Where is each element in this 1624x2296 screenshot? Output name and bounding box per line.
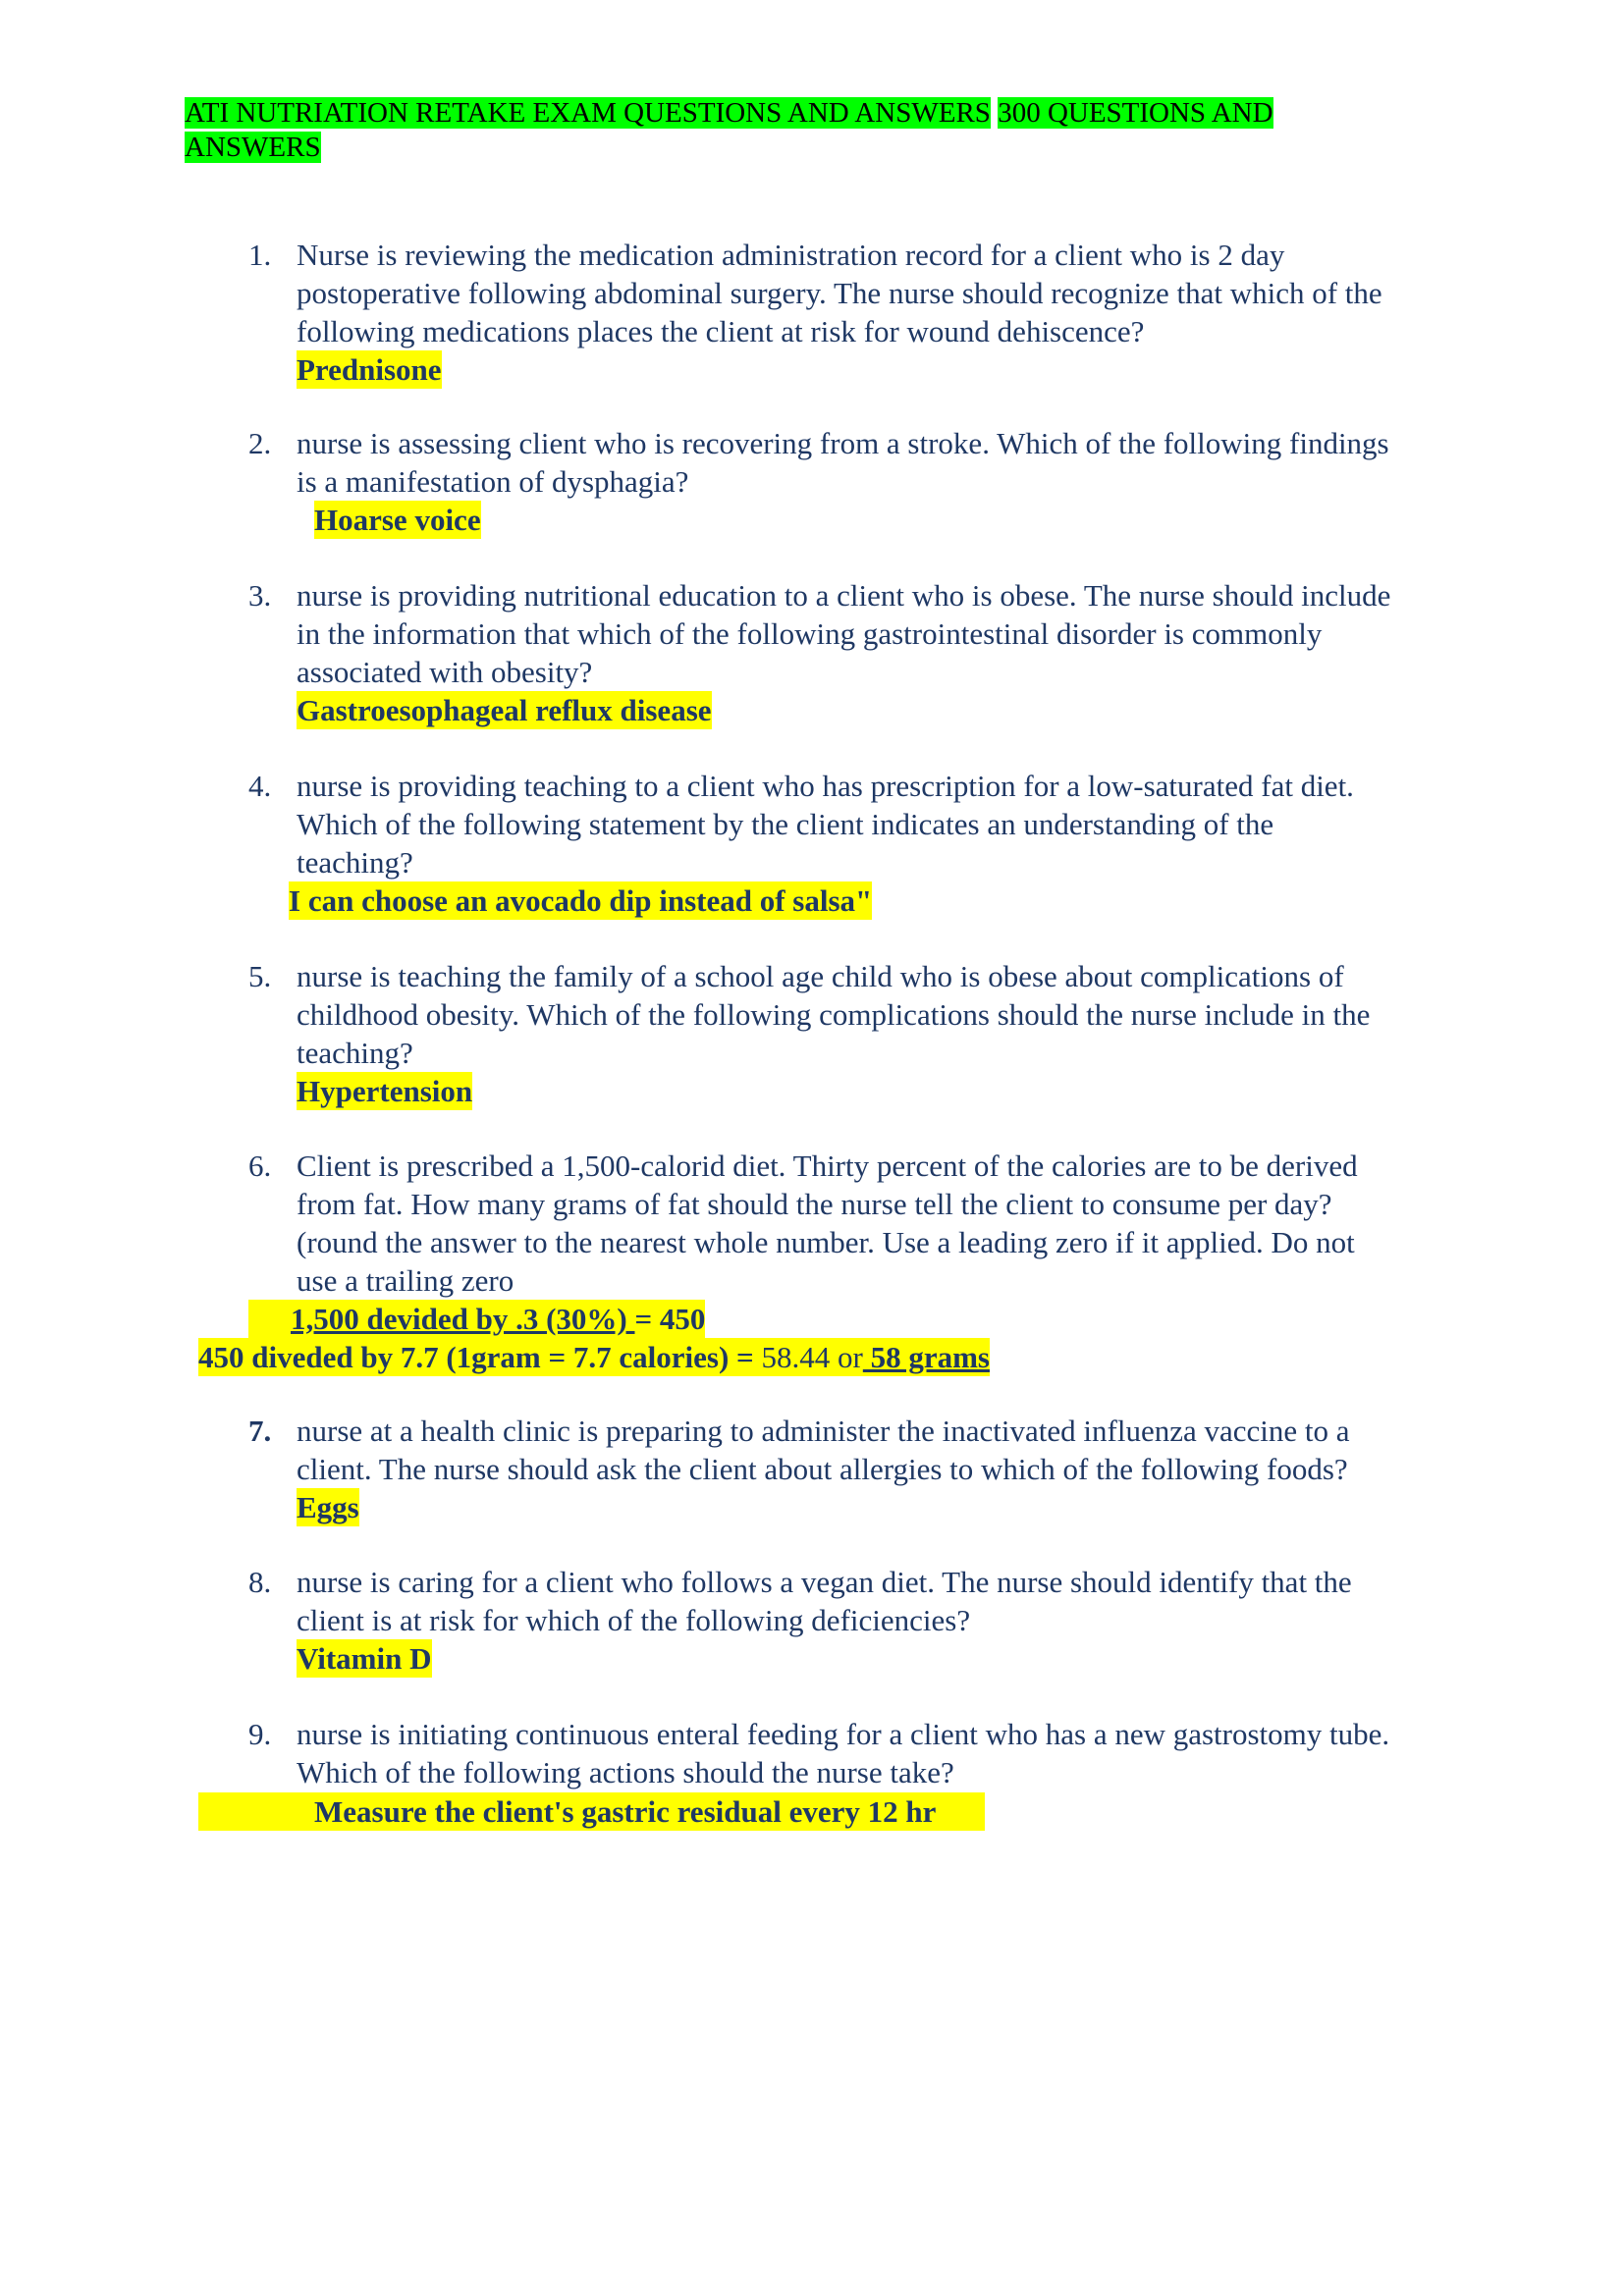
answer: Prednisone: [297, 352, 442, 387]
question-text: nurse is initiating continuous enteral feeding for a client who has a new gastrostomy tube.: [297, 1717, 1390, 1751]
document-title: [185, 96, 1461, 165]
answer: Measure the client's gastric residual every 12 hr: [314, 1794, 937, 1829]
answer: Eggs: [297, 1490, 359, 1524]
title-part-3: ANSWERS: [185, 132, 321, 163]
question-text: associated with obesity?: [297, 655, 593, 689]
question-1: [248, 236, 1525, 389]
calculation-text: 450 diveded by 7.7 (1gram = 7.7 calories) =: [198, 1340, 762, 1374]
question-text: nurse is caring for a client who follows a vegan diet. The nurse should identify that the: [297, 1565, 1352, 1599]
question-4: [248, 767, 1525, 920]
question-text: is a manifestation of dysphagia?: [297, 464, 689, 499]
question-number: 4.: [248, 769, 272, 803]
question-8: [248, 1563, 1525, 1678]
question-text: client. The nurse should ask the client about allergies to which of the following foods?: [297, 1452, 1348, 1486]
answer: I can choose an avocado dip instead of salsa": [289, 883, 873, 918]
question-text: in the information that which of the following gastrointestinal disorder is commonly: [297, 616, 1323, 651]
question-text: childhood obesity. Which of the following complications should the nurse include in the: [297, 997, 1371, 1032]
question-text: nurse is assessing client who is recovering from a stroke. Which of the following findings: [297, 426, 1389, 460]
title-part-1: ATI NUTRIATION RETAKE EXAM QUESTIONS AND ANSWERS: [185, 97, 991, 129]
calculation-value: 58.44 or: [761, 1340, 863, 1374]
question-text: teaching?: [297, 1036, 413, 1070]
question-text: teaching?: [297, 845, 413, 880]
question-text: nurse at a health clinic is preparing to administer the inactivated influenza vaccine to a: [297, 1414, 1350, 1448]
question-text: (round the answer to the nearest whole number. Use a leading zero if it applied. Do not: [297, 1225, 1355, 1259]
question-number: 8.: [248, 1565, 272, 1599]
question-number: 3.: [248, 578, 272, 613]
question-2: [248, 424, 1525, 539]
question-text: postoperative following abdominal surgery. The nurse should recognize that which of the: [297, 276, 1382, 310]
question-text: Which of the following actions should the nurse take?: [297, 1755, 954, 1789]
question-number: 5.: [248, 959, 272, 993]
answer: Hypertension: [297, 1074, 473, 1108]
question-number: 6.: [248, 1148, 272, 1183]
question-3: [248, 576, 1525, 729]
answer: 58 grams: [862, 1340, 990, 1374]
question-number: 1.: [248, 238, 272, 272]
question-text: nurse is providing teaching to a client who has prescription for a low-saturated fat diet.: [297, 769, 1354, 803]
question-text: Which of the following statement by the client indicates an understanding of the: [297, 807, 1274, 841]
calculation-text: 1,500 devided by .3 (30%): [291, 1302, 635, 1336]
title-part-2: 300 QUESTIONS AND: [998, 97, 1273, 129]
answer-9: [198, 1792, 985, 1831]
calculation-result: = 450: [634, 1302, 706, 1336]
question-text: client is at risk for which of the following deficiencies?: [297, 1603, 971, 1637]
answer: Hoarse voice: [314, 503, 481, 537]
question-text: Client is prescribed a 1,500-calorid diet. Thirty percent of the calories are to be derived: [297, 1148, 1358, 1183]
answer: Vitamin D: [297, 1641, 432, 1676]
question-text: from fat. How many grams of fat should the nurse tell the client to consume per day?: [297, 1187, 1332, 1221]
question-text: Nurse is reviewing the medication administration record for a client who is 2 day: [297, 238, 1285, 272]
question-text: nurse is providing nutritional education to a client who is obese. The nurse should include: [297, 578, 1391, 613]
question-number: 2.: [248, 426, 272, 460]
answer: Gastroesophageal reflux disease: [297, 693, 712, 727]
question-9: [248, 1715, 1525, 1791]
calculation-step-2: [198, 1338, 990, 1376]
question-text: nurse is teaching the family of a school age child who is obese about complications of: [297, 959, 1344, 993]
question-6: [248, 1147, 1525, 1300]
question-text: following medications places the client at risk for wound dehiscence?: [297, 314, 1145, 348]
question-5: [248, 957, 1525, 1110]
question-number: 7.: [248, 1414, 272, 1448]
question-text: use a trailing zero: [297, 1263, 514, 1298]
calculation-step-1: [248, 1300, 705, 1338]
question-7: [248, 1412, 1525, 1526]
question-number: 9.: [248, 1717, 272, 1751]
